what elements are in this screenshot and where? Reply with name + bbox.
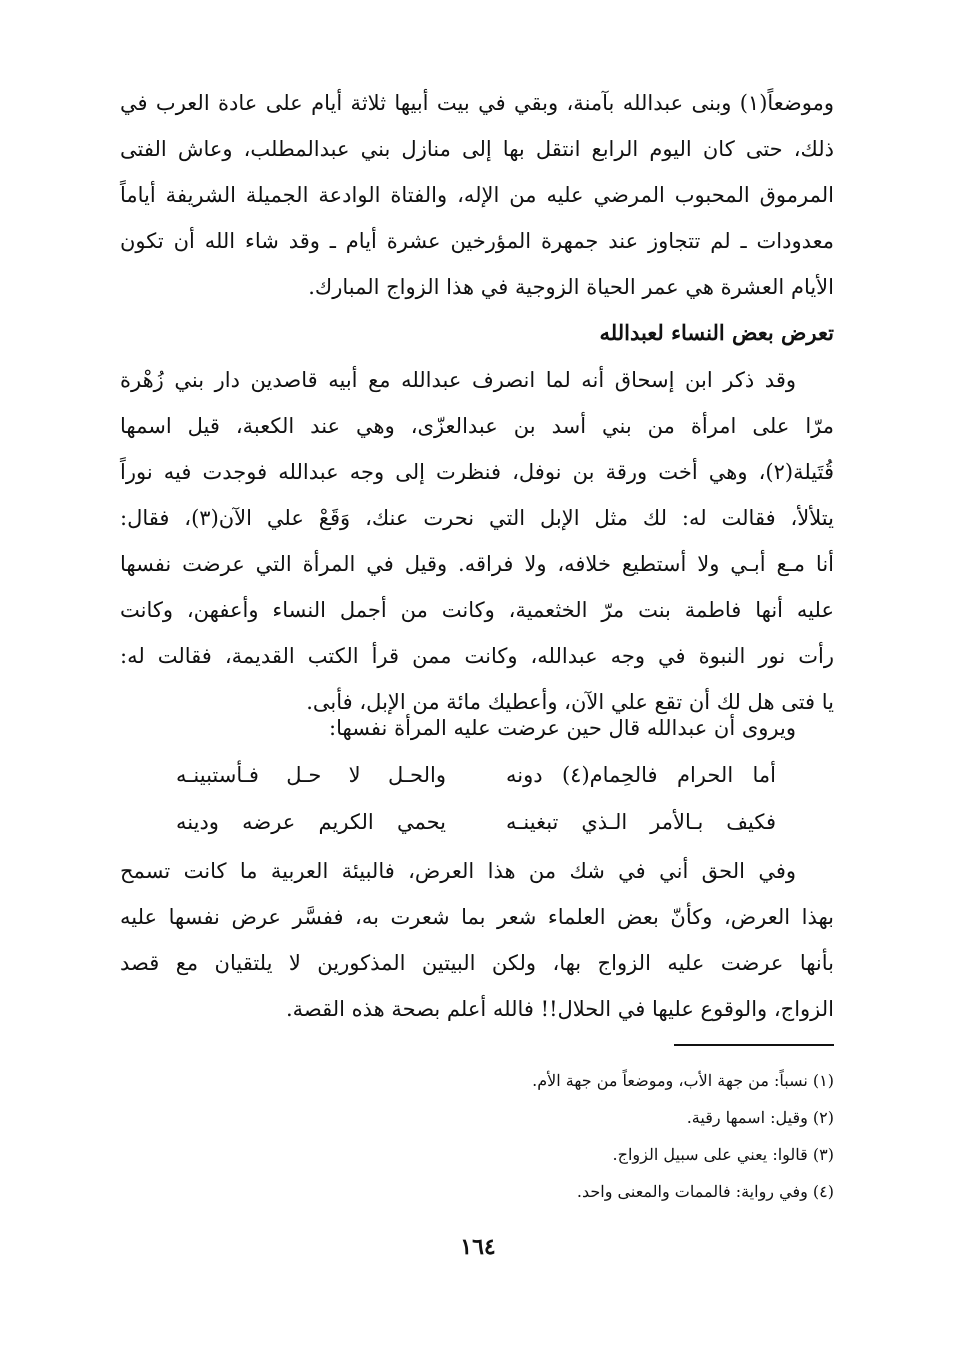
text-line: مرّا على امرأة من بني أسد بن عبدالعزّى، وهي عند الكعبة، قيل اسمها xyxy=(120,414,834,438)
text-line: ذلك، حتى كان اليوم الرابع انتقل بها إلى منازل بني عبدالمطلب، وعاش الفتى xyxy=(120,137,834,161)
verse-first-hemistich: أما الحرام فالحِمام(٤) دونه xyxy=(506,763,777,787)
verse-second-hemistich: يحمي الكريم عرضه ودينه xyxy=(176,810,446,834)
footnote-divider xyxy=(674,1044,834,1046)
verse-first-hemistich: فكيف بـالأمر الـذي تبغينـه xyxy=(506,810,776,834)
text-line: بهذا العرض، وكأنّ بعض العلماء شعر بما شعرت به، ففسَّر عرض نفسها عليه xyxy=(120,905,834,929)
paragraph-1 xyxy=(120,80,834,310)
paragraph-2 xyxy=(120,357,834,725)
text-line: يا فتى هل لك أن تقع علي الآن، وأعطيك مائة من الإبل، فأبى. xyxy=(306,690,834,714)
page-number: ١٦٤ xyxy=(460,1234,496,1260)
text-line: المرموق المحبوب المرضي عليه من الإله، والفتاة الوادعة الجميلة الشريفة أياماً xyxy=(120,183,834,207)
text-line: بأنها عرضت عليه الزواج بها، ولكن البيتين المذكورين لا يلتقيان مع قصد xyxy=(120,951,834,975)
text-line: وموضعاً(١) وبنى عبدالله بآمنة، وبقي في بيت أبيها ثلاثة أيام على عادة العرب في xyxy=(120,91,834,115)
text-line: رأت نور النبوة في وجه عبدالله، وكانت ممن قرأ الكتب القديمة، فقالت له: xyxy=(120,644,834,668)
text-line: الأيام العشرة هي عمر الحياة الزوجية في هذا الزواج المبارك. xyxy=(308,275,834,299)
footnote: (١) نسباً: من جهة الأب، وموضعاً من جهة الأم. xyxy=(532,1071,834,1090)
verse-intro: ويروى أن عبدالله قال حين عرضت عليه المرأة نفسها: xyxy=(329,716,796,740)
poem-verse xyxy=(176,752,776,798)
text-line: الزواج، والوقوع عليها في الحلال!! فالله أعلم بصحة هذه القصة. xyxy=(285,997,834,1021)
text-line: وقد ذكر ابن إسحاق أنه لما انصرف عبدالله مع أبيه قاصدين دار بني زُهْرة xyxy=(120,368,796,392)
footnotes xyxy=(120,1062,834,1210)
section-heading: تعرض بعض النساء لعبدالله xyxy=(599,320,834,345)
footnote: (٢) وقيل: اسمها رقية. xyxy=(686,1108,834,1127)
text-line: يتلألأ، فقالت له: لك مثل الإبل التي نحرت عنك، وَقَعْ علي الآن(٣)، فقال: xyxy=(120,506,834,530)
text-line: قُتَيلة(٢)، وهي أخت ورقة بن نوفل، فنظرت إلى وجه عبدالله فوجدت فيه نوراً xyxy=(120,460,834,484)
verse-second-hemistich: والحـل لا حـل فـأستبينـه xyxy=(176,763,446,787)
text-line: أنا مـع أبـي ولا أستطيع خلافه، ولا فراقه. وقيل في المرأة التي عرضت نفسها xyxy=(120,552,834,576)
poem-verse xyxy=(176,799,776,845)
paragraph-3 xyxy=(120,848,834,1032)
text-line: وفي الحق أني في شك من هذا العرض، فالبيئة العربية ما كانت تسمح xyxy=(120,859,796,883)
footnote: (٤) وفي رواية: فالممات والمعنى واحد. xyxy=(576,1182,834,1201)
text-line: عليه أنها فاطمة بنت مرّ الخثعمية، وكانت من أجمل النساء وأعفهن، وكانت xyxy=(120,598,834,622)
text-line: معدودات ـ لم تتجاوز عند جمهرة المؤرخين عشرة أيام ـ وقد شاء الله أن تكون xyxy=(120,229,834,253)
footnote: (٣) قالوا: يعني على سبيل الزواج. xyxy=(612,1145,834,1164)
